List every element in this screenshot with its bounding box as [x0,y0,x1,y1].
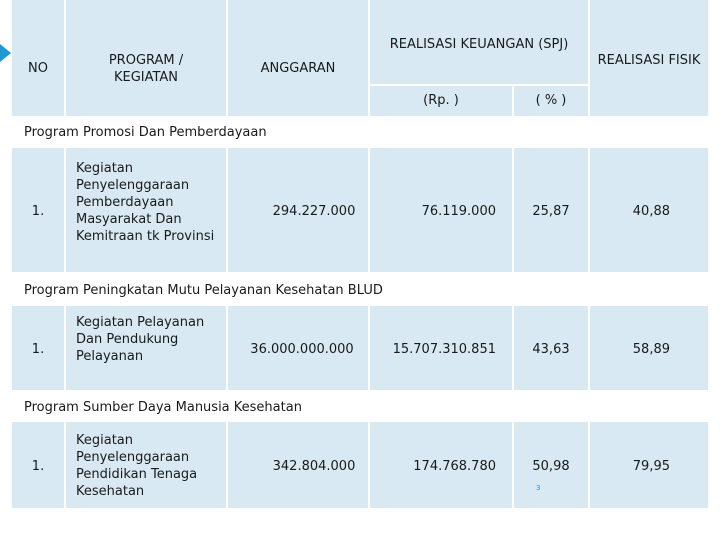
row-anggaran: 294.227.000 [272,204,356,219]
row-kegiatan: Kegiatan Penyelenggaraan Pemberdayaan Masyarakat Dan Kemitraan tk Provinsi [76,161,215,244]
header-realisasi-fisik: REALISASI FISIK [597,53,701,68]
row-realisasi-persen: 25,87 [532,204,570,219]
row-no: 1. [31,204,45,219]
row-realisasi-rp: 15.707.310.851 [392,342,496,357]
row-realisasi-rp: 174.768.780 [413,459,496,474]
row-no: 1. [31,459,45,474]
section-title: Program Promosi Dan Pemberdayaan [24,125,267,140]
section-title: Program Sumber Daya Manusia Kesehatan [24,400,302,415]
header-anggaran-cell [228,0,368,116]
header-persen: ( % ) [535,93,567,108]
header-anggaran: ANGGARAN [260,61,336,76]
header-rp: (Rp. ) [423,93,459,108]
row-no: 1. [31,342,45,357]
row-kegiatan: Kegiatan Pelayanan Dan Pendukung Pelayanan [76,315,205,364]
row-realisasi-fisik: 79,95 [632,459,670,474]
page-number: 3 [536,484,541,492]
row-realisasi-fisik: 40,88 [632,204,670,219]
header-realisasi-keuangan: REALISASI KEUANGAN (SPJ) [389,37,569,52]
header-no: NO [28,61,48,76]
row-realisasi-fisik: 58,89 [632,342,670,357]
row-anggaran: 36.000.000.000 [250,342,354,357]
row-realisasi-rp: 76.119.000 [421,204,496,219]
section-title: Program Peningkatan Mutu Pelayanan Kesehatan BLUD [24,283,383,298]
header-program: PROGRAM / KEGIATAN [108,53,184,85]
header-no-cell [12,0,64,116]
row-realisasi-persen: 43,63 [532,342,570,357]
row-realisasi-persen: 50,98 [532,459,570,474]
row-kegiatan: Kegiatan Penyelenggaraan Pendidikan Tenaga Kesehatan [76,433,198,499]
row-anggaran: 342.804.000 [272,459,356,474]
arrow-icon [0,44,11,62]
